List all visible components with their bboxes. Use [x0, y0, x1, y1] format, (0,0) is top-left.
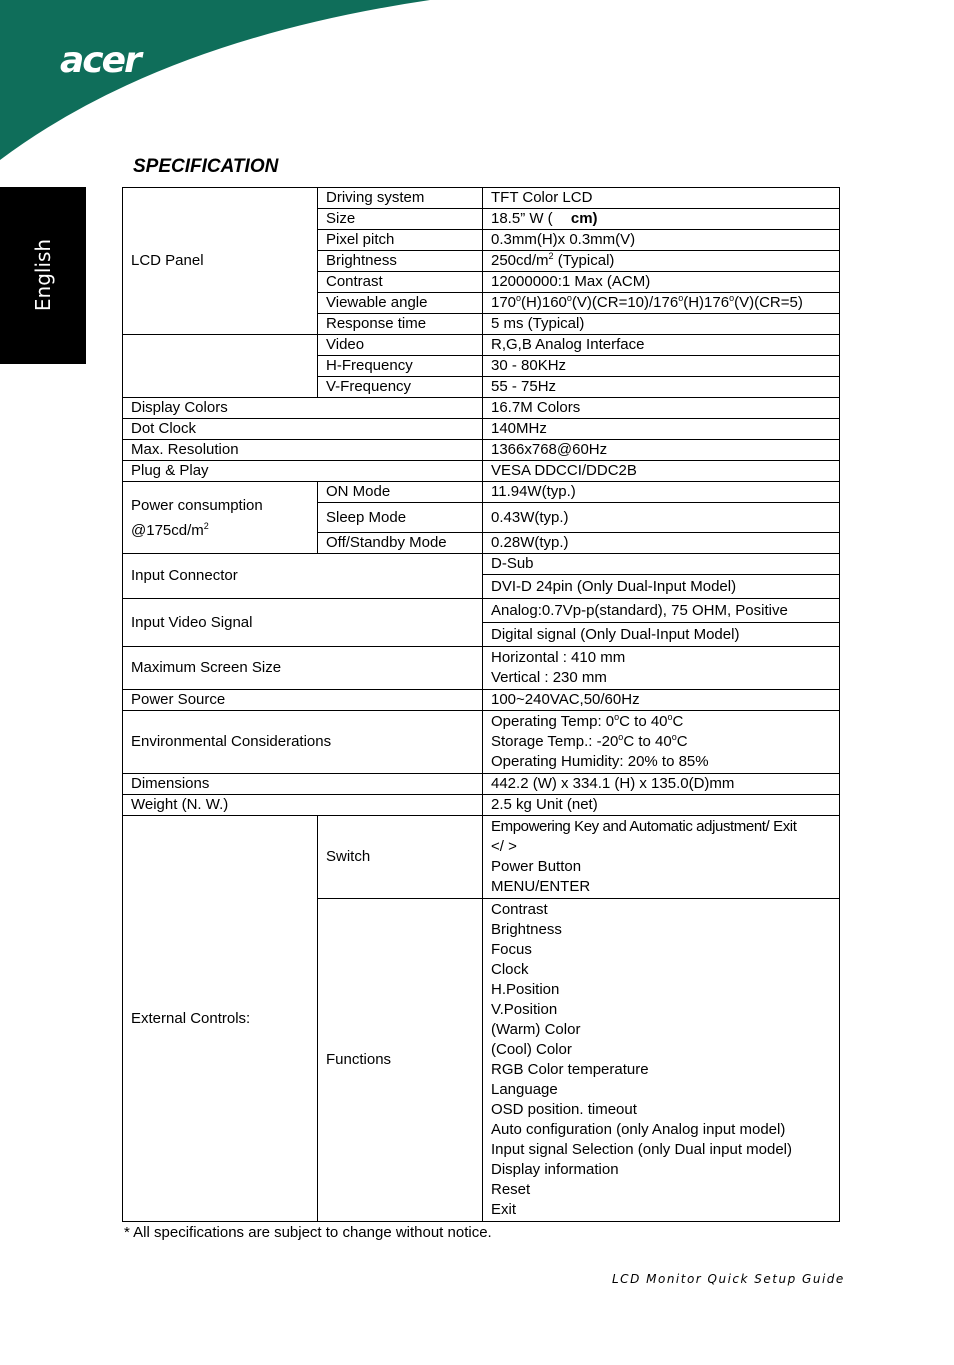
empty-cell	[123, 335, 318, 398]
spec-label: Display Colors	[123, 398, 483, 419]
spec-value: 140MHz	[483, 419, 840, 440]
table-row	[123, 398, 840, 419]
spec-label: Off/Standby Mode	[318, 533, 483, 554]
spec-value: 16.7M Colors	[483, 398, 840, 419]
list-item: OSD position. timeout	[491, 1101, 637, 1118]
spec-value: 5 ms (Typical)	[483, 314, 840, 335]
list-item: Reset	[491, 1181, 531, 1198]
spec-label: Size	[318, 209, 483, 230]
spec-label: V-Frequency	[318, 377, 483, 398]
spec-label: ON Mode	[318, 482, 483, 503]
page-footer: LCD Monitor Quick Setup Guide	[612, 1272, 845, 1286]
list-item: Focus	[491, 941, 532, 958]
spec-value: 100~240VAC,50/60Hz	[483, 690, 840, 711]
spec-label: Viewable angle	[318, 293, 483, 314]
spec-label: Brightness	[318, 251, 483, 272]
list-item: Clock	[491, 961, 529, 978]
table-row	[123, 795, 840, 816]
spec-label: Environmental Considerations	[123, 711, 483, 774]
spec-table	[122, 187, 840, 1222]
switch-label: Switch	[318, 816, 483, 899]
spec-label: Video	[318, 335, 483, 356]
spec-value: 1366x768@60Hz	[483, 440, 840, 461]
acer-logo: acer	[60, 40, 140, 81]
spec-value: 12000000:1 Max (ACM)	[483, 272, 840, 293]
spec-value: Analog:0.7Vp-p(standard), 75 OHM, Positive	[483, 599, 840, 623]
spec-label: Dot Clock	[123, 419, 483, 440]
external-controls-label: External Controls:	[123, 816, 318, 1222]
spec-value: $250cd/m^2$ (Typical)	[483, 251, 840, 272]
spec-label: Weight (N. W.)	[123, 795, 483, 816]
spec-label: Power Source	[123, 690, 483, 711]
list-item: H.Position	[491, 981, 560, 998]
spec-label: Driving system	[318, 188, 483, 209]
spec-value: 55 - 75Hz	[483, 377, 840, 398]
spec-value: 30 - 80KHz	[483, 356, 840, 377]
list-item: Auto configuration (only Analog input model)	[491, 1121, 786, 1138]
spec-label: H-Frequency	[318, 356, 483, 377]
list-item: Display information	[491, 1161, 619, 1178]
list-item: Language	[491, 1081, 558, 1098]
power-consumption-label: Power consumption $@175cd/m^2$	[123, 482, 318, 554]
table-row	[123, 482, 840, 503]
spec-value: VESA DDCCI/DDC2B	[483, 461, 840, 482]
spec-value: Digital signal (Only Dual-Input Model)	[483, 623, 840, 647]
list-item: Brightness	[491, 921, 562, 938]
spec-label: Plug & Play	[123, 461, 483, 482]
spec-value: 0.3mm(H)x 0.3mm(V)	[483, 230, 840, 251]
table-row	[123, 774, 840, 795]
spec-label: Response time	[318, 314, 483, 335]
table-row	[123, 690, 840, 711]
page-title: SPECIFICATION	[133, 156, 279, 177]
disclaimer-note: * All specifications are subject to change without notice.	[124, 1224, 492, 1241]
list-item: Exit	[491, 1201, 517, 1218]
spec-label: Sleep Mode	[318, 503, 483, 533]
size-value: 18.5” W (	[491, 210, 553, 227]
spec-label: Dimensions	[123, 774, 483, 795]
table-row	[123, 647, 840, 690]
list-item: Contrast	[491, 901, 548, 918]
table-row	[123, 461, 840, 482]
list-item: RGB Color temperature	[491, 1061, 649, 1078]
functions-label: Functions	[318, 899, 483, 1222]
spec-value: 0.43W(typ.)	[483, 503, 840, 533]
table-row	[123, 554, 840, 575]
spec-value: $170^o(H)160^o(V)(CR=10)/176^o(H)176^o(V)(CR=5)$	[483, 293, 840, 314]
spec-label: Input Video Signal	[123, 599, 483, 647]
switch-items: Empowering Key and Automatic adjustment/ Exit </ > Power Button MENU/ENTER	[483, 816, 840, 899]
spec-value: 0.28W(typ.)	[483, 533, 840, 554]
list-item: V.Position	[491, 1001, 558, 1018]
spec-value	[483, 209, 840, 230]
list-item: (Warm) Color	[491, 1021, 581, 1038]
spec-label: Input Connector	[123, 554, 483, 599]
spec-value: 442.2 (W) x 334.1 (H) x 135.0(D)mm	[483, 774, 840, 795]
list-item: Input signal Selection (only Dual input model)	[491, 1141, 793, 1158]
spec-label: Pixel pitch	[318, 230, 483, 251]
spec-value: R,G,B Analog Interface	[483, 335, 840, 356]
table-row	[123, 335, 840, 356]
spec-value: 2.5 kg Unit (net)	[483, 795, 840, 816]
table-row	[123, 711, 840, 774]
spec-label: Contrast	[318, 272, 483, 293]
language-tab	[0, 187, 86, 364]
language-label: English	[31, 238, 55, 312]
function-items	[483, 899, 840, 1222]
size-unit: cm)	[570, 210, 598, 227]
spec-value: TFT Color LCD	[483, 188, 840, 209]
spec-value: 11.94W(typ.)	[483, 482, 840, 503]
lcd-panel-label: LCD Panel	[123, 188, 318, 335]
table-row	[123, 419, 840, 440]
spec-value: DVI-D 24pin (Only Dual-Input Model)	[483, 575, 840, 599]
table-row	[123, 440, 840, 461]
list-item: (Cool) Color	[491, 1041, 572, 1058]
spec-label: Max. Resolution	[123, 440, 483, 461]
table-row	[123, 188, 840, 209]
table-row	[123, 816, 840, 899]
spec-value: Operating Temp: 0$^o$C to 40$^o$C Storage Temp.: -20$^o$C to 40$^o$C Operating Humidity: 20% to 85%	[483, 711, 840, 774]
table-row	[123, 599, 840, 623]
spec-value: Horizontal : 410 mm Vertical : 230 mm	[483, 647, 840, 690]
spec-label: Maximum Screen Size	[123, 647, 483, 690]
spec-value: D-Sub	[483, 554, 840, 575]
